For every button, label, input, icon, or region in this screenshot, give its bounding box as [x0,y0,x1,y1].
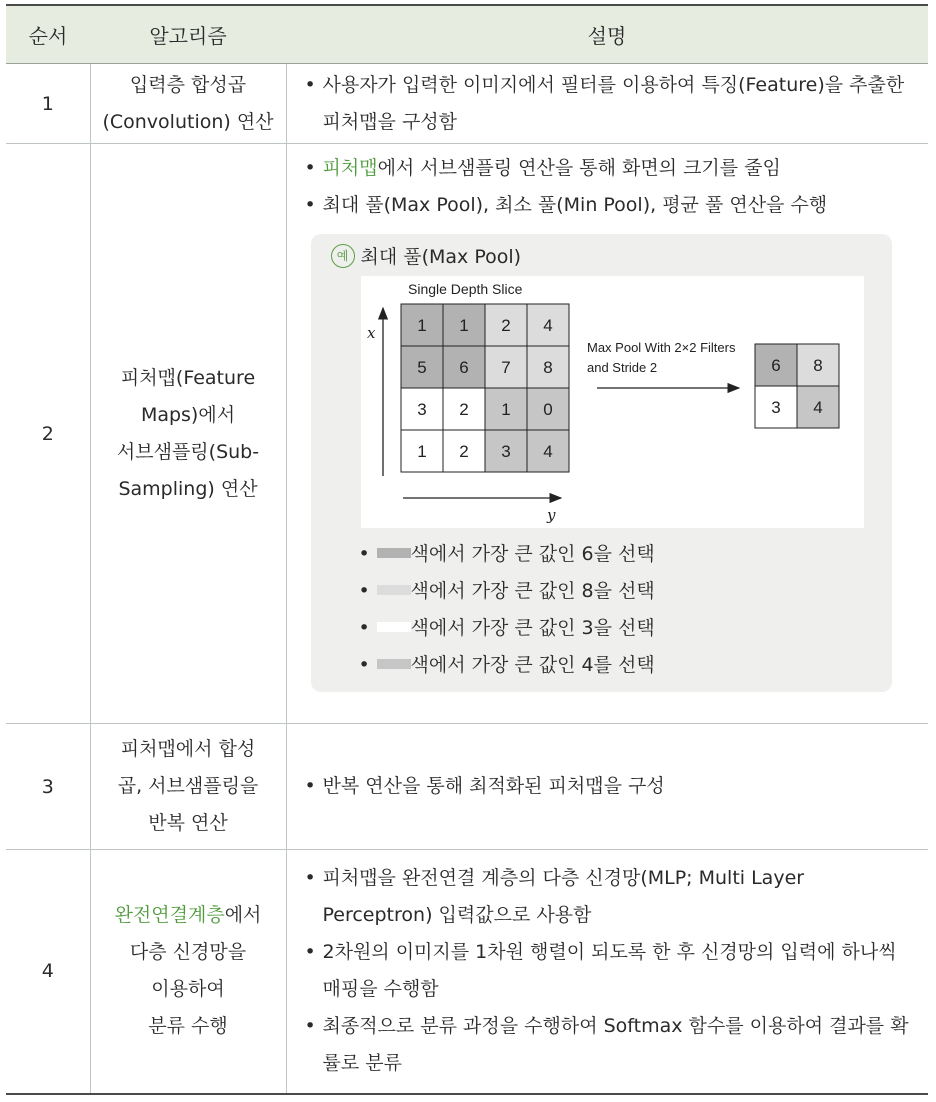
fully-connected-term: 완전연결계층 [114,904,225,927]
table-row [6,144,928,724]
input-grid [401,304,569,472]
input-grid-value: 2 [458,400,469,419]
algorithm-line: 서브샘플링(Sub- [116,440,260,463]
algorithm-line: 피처맵(Feature [120,366,256,389]
description-cell [286,144,928,724]
table-row [6,64,928,144]
algorithm-line: (Convolution) 연산 [102,110,274,133]
list-item: • 색에서 가장 큰 값인 3을 선택 [359,610,893,647]
algorithm-line: Sampling) 연산 [118,477,258,500]
list-item: • 색에서 가장 큰 값인 4를 선택 [359,647,893,684]
header-algorithm: 알고리즘 [90,5,286,64]
description-bullet: • 반복 연산을 통해 최적화된 피처맵을 구성 [301,768,919,805]
algorithm-line: 곱, 서브샘플링을 [117,775,259,797]
example-badge: 예 [331,244,355,268]
arrow-label-line1: Max Pool With 2×2 Filters [586,340,735,355]
axis-label-x: x [366,324,375,342]
max-pool-diagram [361,276,865,528]
color-swatch [377,548,411,558]
arrow-label-line2: and Stride 2 [586,360,657,375]
input-grid-value: 4 [542,442,553,461]
input-grid-value: 1 [416,316,427,335]
algorithm-line: Maps)에서 [140,403,236,426]
description-bullet: • 2차원의 이미지를 1차원 행렬이 되도록 한 후 신경망의 입력에 하나씩 매핑을 수행함 [301,934,919,1008]
list-item: • 색에서 가장 큰 값인 8을 선택 [359,573,893,610]
example-title: 예 최대 풀(Max Pool) [311,238,893,276]
cnn-algorithm-table [6,4,928,1095]
max-pool-svg [361,276,859,528]
description-cell [286,724,928,850]
input-grid-value: 4 [542,316,553,335]
algorithm-line: 입력층 합성곱 [129,73,247,96]
row-number: 2 [6,144,90,724]
input-grid-value: 3 [416,400,427,419]
description-bullet: • 사용자가 입력한 이미지에서 필터를 이용하여 특징(Feature)을 추출한 피처맵을 구성함 [301,67,919,141]
input-grid-value: 0 [542,400,553,419]
table-header-row [6,5,928,64]
row-number: 1 [6,64,90,144]
table-row [6,724,928,850]
output-grid [755,344,839,428]
input-grid-value: 3 [500,442,511,461]
table-row [6,850,928,1094]
color-swatch [377,585,411,595]
algorithm-line: 다층 신경망을 [129,941,247,964]
output-grid-value: 3 [770,398,781,417]
color-swatch [377,622,411,632]
algorithm-line: 피처맵에서 합성 [120,738,256,760]
output-grid-value: 4 [812,398,823,417]
description-cell [286,850,928,1094]
list-item: • 색에서 가장 큰 값인 6을 선택 [359,536,893,573]
header-description: 설명 [286,5,928,64]
input-grid-value: 1 [458,316,469,335]
description-bullet: • 최대 풀(Max Pool), 최소 풀(Min Pool), 평균 풀 연산을 수행 [301,187,919,224]
input-grid-value: 6 [458,358,469,377]
algorithm-line: 반복 연산 [148,812,228,834]
algorithm-line: 이용하여 [151,978,225,1001]
algorithm-cell [90,144,286,724]
header-order: 순서 [6,5,90,64]
input-grid-value: 1 [416,442,427,461]
input-grid-value: 2 [458,442,469,461]
row-number: 3 [6,724,90,850]
algorithm-cell [90,64,286,144]
featuremap-term: 피처맵 [322,157,378,179]
input-grid-value: 8 [542,358,553,377]
output-grid-value: 6 [770,356,781,375]
algorithm-cell [90,724,286,850]
figure-title: Single Depth Slice [407,281,522,297]
description-bullet: • 최종적으로 분류 과정을 수행하여 Softmax 함수를 이용하여 결과를 확률로 분류 [301,1008,919,1082]
input-grid-value: 7 [500,358,511,377]
algorithm-line: 분류 수행 [148,1015,228,1038]
input-grid-value: 2 [500,316,511,335]
algorithm-cell [90,850,286,1094]
output-grid-value: 8 [812,356,823,375]
axis-label-y: y [546,506,555,524]
description-cell [286,64,928,144]
input-grid-value: 1 [500,400,511,419]
description-bullet: • 피처맵을 완전연결 계층의 다층 신경망(MLP; Multi Layer Perceptron) 입력값으로 사용함 [301,860,919,934]
row-number: 4 [6,850,90,1094]
max-pool-example-box [311,234,893,692]
input-grid-value: 5 [416,358,427,377]
algorithm-line: 완전연결계층에서 [114,904,262,927]
description-bullet: • 피처맵에서 서브샘플링 연산을 통해 화면의 크기를 줄임 [301,150,919,187]
example-list [311,528,893,684]
color-swatch [377,659,411,669]
